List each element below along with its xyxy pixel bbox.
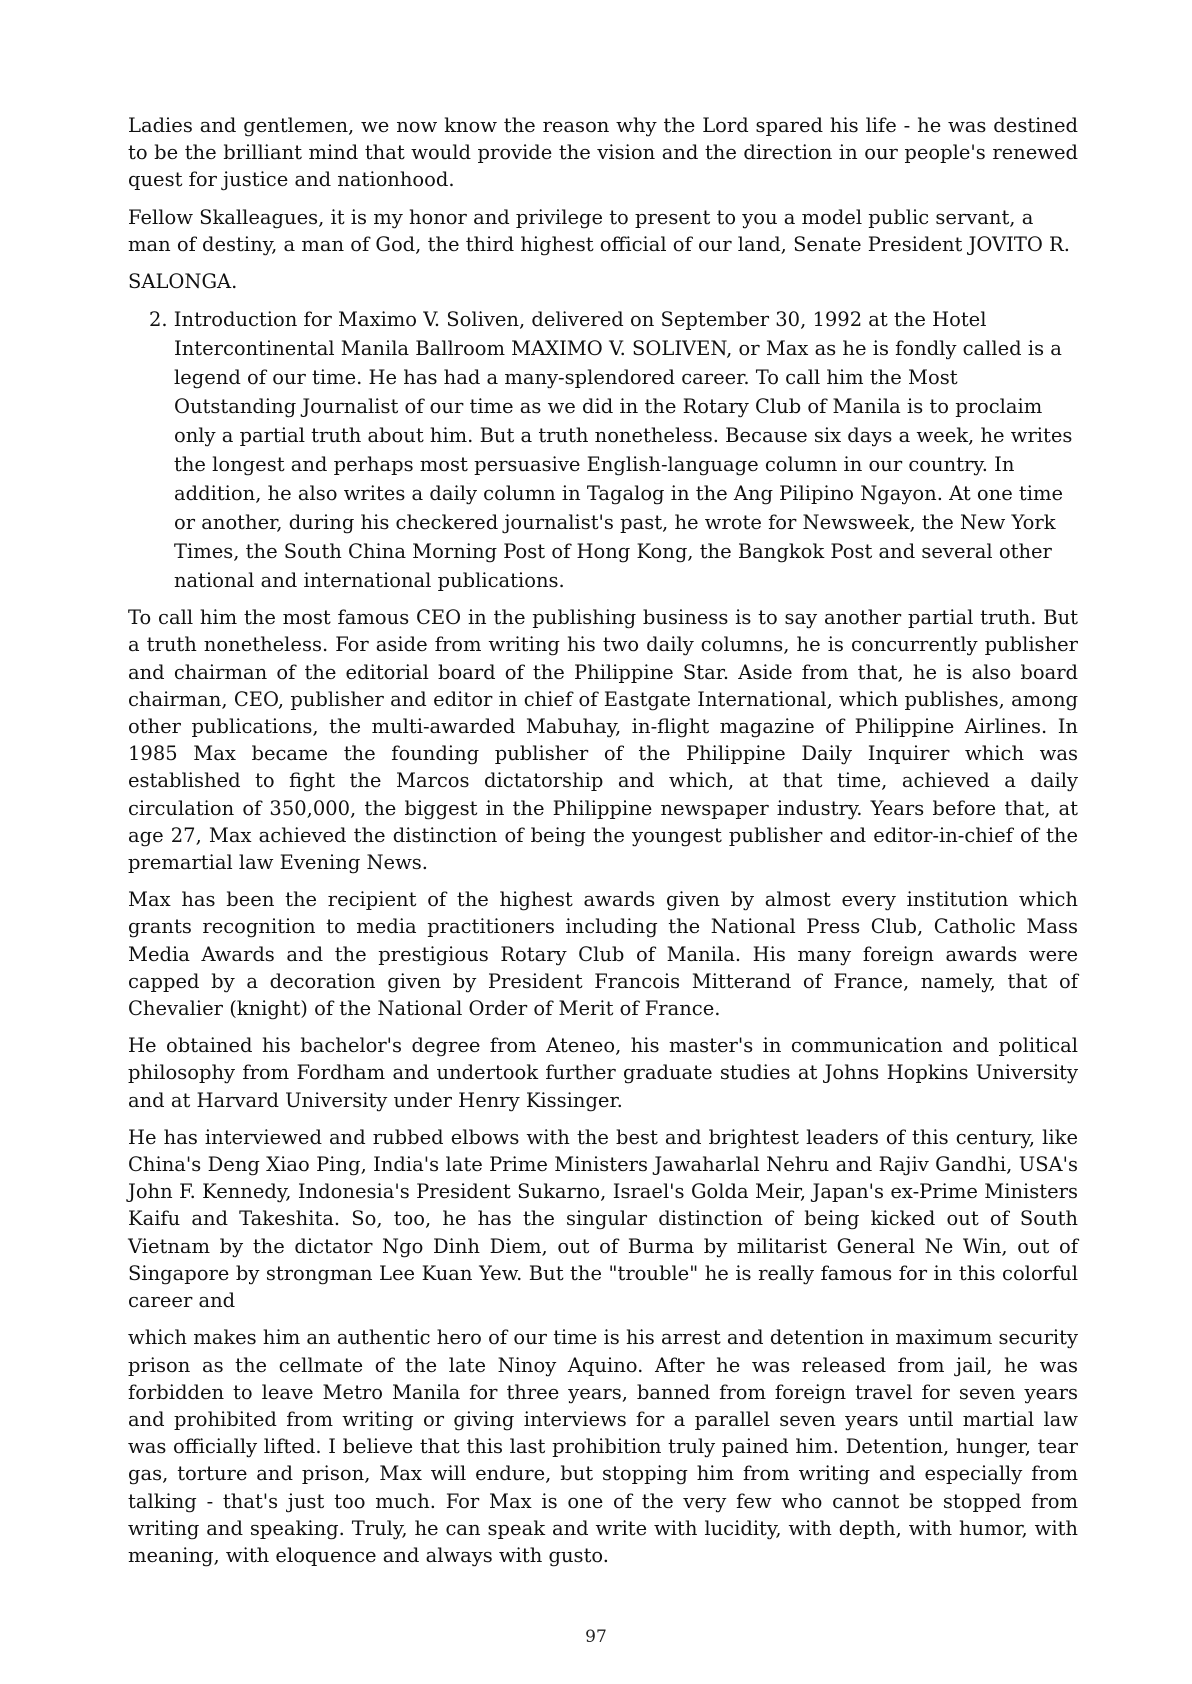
paragraph-lord-spared-life: Ladies and gentlemen, we now know the reason why the Lord spared his life - he was destined to be the brilliant mind that would provide the vision and the direction in our people's renewed quest for justice and nationhood. bbox=[128, 114, 1078, 192]
document-body bbox=[128, 112, 1078, 1579]
paragraph-education: He obtained his bachelor's degree from Ateneo, his master's in communication and political philosophy from Fordham and undertook further graduate studies at Johns Hopkins University and at Harvard University under Henry Kissinger. bbox=[128, 1034, 1078, 1112]
paragraph-world-leaders: He has interviewed and rubbed elbows with the best and brightest leaders of this century, like China's Deng Xiao Ping, India's late Prime Ministers Jawaharlal Nehru and Rajiv Gandhi, USA's John F. Kennedy, Indonesia's President Sukarno, Israel's Golda Meir, Japan's ex-Prime Ministers Kaifu and Takeshita. So, too, he has the singular distinction of being kicked out of South Vietnam by the dictator Ngo Dinh Diem, out of Burma by militarist General Ne Win, out of Singapore by strongman Lee Kuan Yew. But the "trouble" he is really famous for in this colorful career and bbox=[128, 1125, 1078, 1313]
paragraph-awards: Max has been the recipient of the highest awards given by almost every institution which grants recognition to media practitioners including the National Press Club, Catholic Mass Media Awards and the prestigious Rotary Club of Manila. His many foreign awards were capped by a decoration given by President Francois Mitterand of France, namely, that of Chevalier (knight) of the National Order of Merit of France. bbox=[128, 888, 1078, 1021]
paragraph-skalleagues-introduction: Fellow Skalleagues, it is my honor and privilege to present to you a model public servant, a man of destiny, a man of God, the third highest official of our land, Senate President JOVITO R. bbox=[128, 205, 1070, 256]
paragraph-famous-ceo: To call him the most famous CEO in the publishing business is to say another partial truth. But a truth nonetheless. For aside from writing his two daily columns, he is concurrently publisher and chairman of the editorial board of the Philippine Star. Aside from that, he is also board chairman, CEO, publisher and editor in chief of Eastgate International, which publishes, among other publications, the multi-awarded Mabuhay, in-flight magazine of Philippine Airlines. In 1985 Max became the founding publisher of the Philippine Daily Inquirer which was established to fight the Marcos dictatorship and which, at that time, achieved a daily circulation of 350,000, the biggest in the Philippine newspaper industry. Years before that, at age 27, Max achieved the distinction of being the youngest publisher and editor-in-chief of the premartial law Evening News. bbox=[128, 606, 1078, 875]
paragraph-salonga: SALONGA. bbox=[128, 270, 238, 294]
paragraph-detention: which makes him an authentic hero of our time is his arrest and detention in maximum security prison as the cellmate of the late Ninoy Aquino. After he was released from jail, he was forbidden to leave Metro Manila for three years, banned from foreign travel for seven years and prohibited from writing or giving interviews for a parallel seven years until martial law was officially lifted. I believe that this last prohibition truly pained him. Detention, hunger, tear gas, torture and prison, Max will endure, but stopping him from writing and especially from talking - that's just too much. For Max is one of the very few who cannot be stopped from writing and speaking. Truly, he can speak and write with lucidity, with depth, with humor, with meaning, with eloquence and always with gusto. bbox=[128, 1326, 1078, 1567]
numbered-list bbox=[128, 305, 1078, 595]
list-item-soliven-introduction: 2. Introduction for Maximo V. Soliven, delivered on September 30, 1992 at the Hotel Intercontinental Manila Ballroom MAXIMO V. SOLIVEN, or Max as he is fondly called is a legend of our time. He has had a many-splendored career. To call him the Most Outstanding Journalist of our time as we did in the Rotary Club of Manila is to proclaim only a partial truth about him. But a truth nonetheless. Because six days a week, he writes the longest and perhaps most persuasive English-language column in our country. In addition, he also writes a daily column in Tagalog in the Ang Pilipino Ngayon. At one time or another, during his checkered journalist's past, he wrote for Newsweek, the New York Times, the South China Morning Post of Hong Kong, the Bangkok Post and several other national and international publications. bbox=[149, 308, 1073, 593]
page-number: 97 bbox=[585, 1627, 607, 1647]
